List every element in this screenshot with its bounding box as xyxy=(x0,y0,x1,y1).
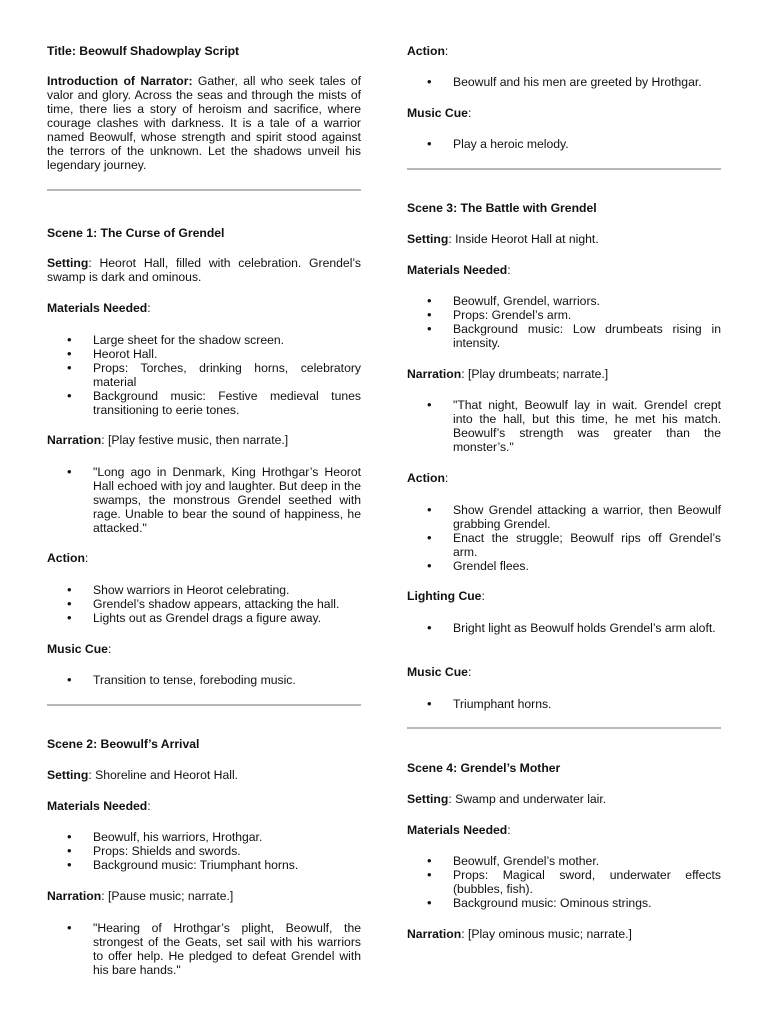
intro-text: Gather, all who seek tales of valor and glory. Across the seas and through the mists of time, there lies a story of heroism and sacrifice, where courage clashes with darkness. It is a tale of a warrior named Beowulf, whose strength and spirit stood against the terrors of the unknown. Let the shadows unveil his legendary journey. xyxy=(47,74,361,172)
colon: : xyxy=(147,799,151,813)
list-item: • Enact the struggle; Beowulf rips off Grendel’s arm. xyxy=(407,531,721,559)
narrator-introduction xyxy=(47,74,361,172)
scene-4-narration xyxy=(407,927,721,941)
colon: : xyxy=(507,823,511,837)
scene-2-action-list xyxy=(407,75,721,89)
scene-4-materials-list xyxy=(407,854,721,910)
scene-3-lighting-heading xyxy=(407,589,721,603)
list-item: • Bright light as Beowulf holds Grendel’s arm aloft. xyxy=(407,621,721,635)
narration-quote: • "Hearing of Hrothgar’s plight, Beowulf, the strongest of the Geats, set sail with his warriors to offer help. He pledged to defeat Grendel with his bare hands." xyxy=(47,921,361,977)
list-item: • Large sheet for the shadow screen. xyxy=(47,333,361,347)
scene-3-music-list xyxy=(407,697,721,711)
colon: : xyxy=(444,44,449,58)
materials-label: Materials Needed xyxy=(47,799,148,813)
setting-label: Setting xyxy=(407,792,449,806)
scene-1-title: Scene 1: The Curse of Grendel xyxy=(47,226,225,240)
narration-quote: • "That night, Beowulf lay in wait. Grendel crept into the hall, but this time, he met his match. Beowulf’s strength was greater than the monster’s." xyxy=(407,398,721,454)
scene-4-setting-text: : Swamp and underwater lair. xyxy=(448,792,607,806)
scene-4-narration-text: : [Play ominous music; narrate.] xyxy=(461,927,632,941)
divider xyxy=(47,704,361,706)
music-label: Music Cue xyxy=(407,665,468,679)
scene-1-narration-text: : [Play festive music, then narrate.] xyxy=(101,433,289,447)
scene-4-setting xyxy=(407,792,721,806)
scene-3-setting-text: : Inside Heorot Hall at night. xyxy=(448,232,599,246)
setting-label: Setting xyxy=(47,256,89,270)
colon: : xyxy=(84,551,89,565)
narration-label: Narration xyxy=(47,889,102,903)
list-item: • Grendel’s shadow appears, attacking the hall. xyxy=(47,597,361,611)
scene-1-materials-heading xyxy=(47,301,361,315)
scene-1-action-list xyxy=(47,583,361,625)
lighting-label: Lighting Cue xyxy=(407,589,482,603)
narration-label: Narration xyxy=(407,927,462,941)
materials-label: Materials Needed xyxy=(47,301,148,315)
list-item: • Background music: Triumphant horns. xyxy=(47,858,361,872)
materials-label: Materials Needed xyxy=(407,263,508,277)
scene-2-narration xyxy=(47,889,361,903)
scene-3-action-list xyxy=(407,503,721,573)
colon: : xyxy=(444,471,449,485)
list-item: • Props: Torches, drinking horns, celebratory material xyxy=(47,361,361,389)
narration-label: Narration xyxy=(47,433,102,447)
action-label: Action xyxy=(47,551,85,565)
action-label: Action xyxy=(407,471,445,485)
scene-3-materials-heading xyxy=(407,263,721,277)
list-item: • Lights out as Grendel drags a figure away. xyxy=(47,611,361,625)
divider xyxy=(407,727,721,729)
scene-3-music-heading xyxy=(407,665,721,679)
scene-2-narration-text: : [Pause music; narrate.] xyxy=(101,889,234,903)
scene-3-materials-list xyxy=(407,294,721,350)
scene-2-setting-text: : Shoreline and Heorot Hall. xyxy=(88,768,239,782)
scene-3-narration-list xyxy=(407,398,721,454)
scene-3-narration xyxy=(407,367,721,381)
scene-1-music-list xyxy=(47,673,361,687)
scene-2-materials-heading xyxy=(47,799,361,813)
scene-1-setting-text: : Heorot Hall, filled with celebration. Grendel’s swamp is dark and ominous. xyxy=(47,256,361,284)
list-item: • Show Grendel attacking a warrior, then Beowulf grabbing Grendel. xyxy=(407,503,721,531)
divider xyxy=(407,168,721,170)
scene-1-materials-list xyxy=(47,333,361,417)
intro-label: Introduction of Narrator: xyxy=(47,74,193,88)
scene-4-materials-heading xyxy=(407,823,721,837)
colon: : xyxy=(467,665,472,679)
list-item: • Play a heroic melody. xyxy=(407,137,721,151)
colon: : xyxy=(467,106,472,120)
scene-1-narration-list xyxy=(47,465,361,535)
scene-2-title: Scene 2: Beowulf’s Arrival xyxy=(47,737,200,751)
list-item: • Background music: Ominous strings. xyxy=(407,896,721,910)
scene-4-title: Scene 4: Grendel’s Mother xyxy=(407,761,561,775)
list-item: • Background music: Festive medieval tunes transitioning to eerie tones. xyxy=(47,389,361,417)
scene-3-action-heading xyxy=(407,471,721,485)
scene-2-setting xyxy=(47,768,361,782)
colon: : xyxy=(147,301,151,315)
list-item: • Background music: Low drumbeats rising in intensity. xyxy=(407,322,721,350)
scene-3-title: Scene 3: The Battle with Grendel xyxy=(407,201,597,215)
music-label: Music Cue xyxy=(407,106,468,120)
list-item: • Triumphant horns. xyxy=(407,697,721,711)
list-item: • Transition to tense, foreboding music. xyxy=(47,673,361,687)
scene-1-action-heading xyxy=(47,551,361,565)
divider xyxy=(47,189,361,191)
narration-label: Narration xyxy=(407,367,462,381)
setting-label: Setting xyxy=(407,232,449,246)
setting-label: Setting xyxy=(47,768,89,782)
scene-3-narration-text: : [Play drumbeats; narrate.] xyxy=(461,367,609,381)
scene-2-narration-list xyxy=(47,921,361,977)
scene-2-materials-list xyxy=(47,830,361,872)
scene-2-action-heading xyxy=(407,44,721,58)
colon: : xyxy=(507,263,511,277)
narration-quote: • "Long ago in Denmark, King Hrothgar’s Heorot Hall echoed with joy and laughter. But deep in the swamps, the monstrous Grendel seethed with rage. Unable to bear the sound of happiness, he attacked." xyxy=(47,465,361,535)
scene-2-music-heading xyxy=(407,106,721,120)
colon: : xyxy=(481,589,485,603)
scene-3-setting xyxy=(407,232,721,246)
music-label: Music Cue xyxy=(47,642,108,656)
list-item: • Beowulf, his warriors, Hrothgar. xyxy=(47,830,361,844)
list-item: • Beowulf, Grendel’s mother. xyxy=(407,854,721,868)
materials-label: Materials Needed xyxy=(407,823,508,837)
list-item: • Props: Grendel’s arm. xyxy=(407,308,721,322)
colon: : xyxy=(107,642,112,656)
scene-1-setting xyxy=(47,256,361,284)
scene-2-music-list xyxy=(407,137,721,151)
scene-1-music-heading xyxy=(47,642,361,656)
scene-3-lighting-list xyxy=(407,621,721,635)
list-item: • Props: Magical sword, underwater effects (bubbles, fish). xyxy=(407,868,721,896)
action-label: Action xyxy=(407,44,445,58)
list-item: • Grendel flees. xyxy=(407,559,721,573)
list-item: • Beowulf and his men are greeted by Hrothgar. xyxy=(407,75,721,89)
document-title: Title: Beowulf Shadowplay Script xyxy=(47,44,240,58)
list-item: • Heorot Hall. xyxy=(47,347,361,361)
list-item: • Props: Shields and swords. xyxy=(47,844,361,858)
scene-1-narration xyxy=(47,433,361,447)
list-item: • Beowulf, Grendel, warriors. xyxy=(407,294,721,308)
list-item: • Show warriors in Heorot celebrating. xyxy=(47,583,361,597)
